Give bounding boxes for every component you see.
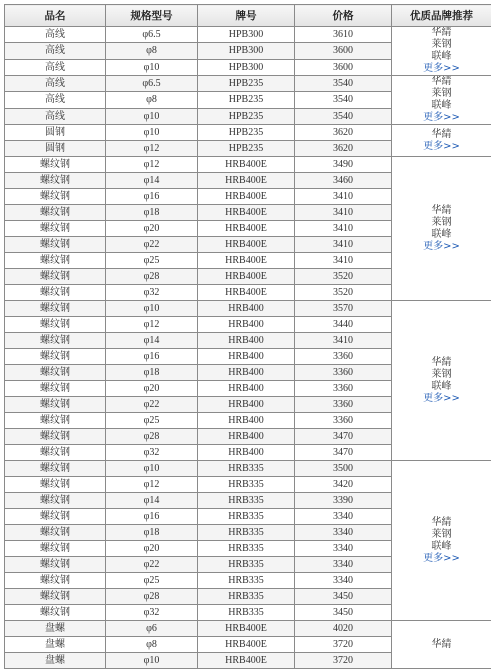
- cell-price: 3410: [295, 221, 392, 237]
- cell-product-name: 盘螺: [5, 653, 106, 669]
- cell-price: 3490: [295, 157, 392, 173]
- more-brands-link[interactable]: 更多>>: [423, 112, 460, 123]
- cell-price: 3360: [295, 365, 392, 381]
- brand-name[interactable]: 莱钢: [431, 368, 452, 380]
- brand-recommend-cell: [392, 76, 491, 125]
- cell-product-name: 螺纹钢: [5, 301, 106, 317]
- cell-product-name: 高线: [5, 43, 106, 59]
- cell-grade: HPB235: [198, 108, 295, 124]
- cell-grade: HRB400E: [198, 621, 295, 637]
- cell-grade: HPB300: [198, 43, 295, 59]
- brand-name[interactable]: 华綪: [431, 27, 452, 38]
- cell-grade: HRB400E: [198, 653, 295, 669]
- cell-spec: φ14: [106, 493, 198, 509]
- cell-price: 3390: [295, 493, 392, 509]
- brand-name[interactable]: 华綪: [431, 128, 452, 140]
- cell-price: 3470: [295, 429, 392, 445]
- cell-product-name: 螺纹钢: [5, 333, 106, 349]
- brand-recommend-cell: [392, 157, 491, 301]
- cell-price: 3410: [295, 189, 392, 205]
- cell-grade: HRB400E: [198, 205, 295, 221]
- cell-price: 3360: [295, 413, 392, 429]
- cell-grade: HRB400: [198, 349, 295, 365]
- cell-price: 3410: [295, 237, 392, 253]
- cell-spec: φ22: [106, 397, 198, 413]
- cell-spec: φ10: [106, 108, 198, 124]
- cell-grade: HRB335: [198, 477, 295, 493]
- cell-price: 3360: [295, 381, 392, 397]
- cell-product-name: 高线: [5, 59, 106, 75]
- cell-price: 3500: [295, 461, 392, 477]
- cell-product-name: 螺纹钢: [5, 477, 106, 493]
- cell-grade: HRB335: [198, 461, 295, 477]
- cell-price: 3720: [295, 637, 392, 653]
- cell-product-name: 螺纹钢: [5, 189, 106, 205]
- more-brands-link[interactable]: 更多>>: [423, 392, 460, 404]
- cell-price: 3340: [295, 541, 392, 557]
- cell-price: 3340: [295, 573, 392, 589]
- cell-grade: HRB400E: [198, 189, 295, 205]
- cell-spec: φ6.5: [106, 27, 198, 43]
- cell-spec: φ18: [106, 525, 198, 541]
- cell-product-name: 螺纹钢: [5, 541, 106, 557]
- cell-grade: HRB335: [198, 493, 295, 509]
- cell-price: 3360: [295, 397, 392, 413]
- cell-spec: φ8: [106, 92, 198, 108]
- brand-name[interactable]: 联峰: [431, 100, 452, 111]
- cell-product-name: 螺纹钢: [5, 493, 106, 509]
- steel-price-table: [4, 4, 491, 669]
- table-row: [5, 621, 491, 637]
- cell-price: 3620: [295, 141, 392, 157]
- cell-spec: φ16: [106, 509, 198, 525]
- cell-spec: φ32: [106, 605, 198, 621]
- cell-price: 3600: [295, 59, 392, 75]
- cell-spec: φ28: [106, 589, 198, 605]
- cell-price: 3410: [295, 205, 392, 221]
- cell-spec: φ18: [106, 365, 198, 381]
- cell-product-name: 螺纹钢: [5, 157, 106, 173]
- cell-grade: HRB400E: [198, 285, 295, 301]
- cell-product-name: 螺纹钢: [5, 381, 106, 397]
- brand-recommend-cell: [392, 27, 491, 76]
- brand-name[interactable]: 华綪: [431, 516, 452, 528]
- cell-product-name: 螺纹钢: [5, 397, 106, 413]
- cell-grade: HPB235: [198, 125, 295, 141]
- cell-spec: φ32: [106, 445, 198, 461]
- header-product-name: 品名: [5, 5, 106, 27]
- cell-spec: φ28: [106, 429, 198, 445]
- more-brands-link[interactable]: 更多>>: [423, 63, 460, 74]
- cell-price: 3540: [295, 108, 392, 124]
- header-grade: 牌号: [198, 5, 295, 27]
- table-row: [5, 76, 491, 92]
- cell-price: 3340: [295, 509, 392, 525]
- cell-product-name: 螺纹钢: [5, 525, 106, 541]
- cell-price: 3470: [295, 445, 392, 461]
- table-header-row: [5, 5, 491, 27]
- cell-grade: HRB400E: [198, 637, 295, 653]
- cell-grade: HRB335: [198, 589, 295, 605]
- cell-product-name: 圆钢: [5, 125, 106, 141]
- cell-product-name: 螺纹钢: [5, 573, 106, 589]
- cell-price: 3520: [295, 269, 392, 285]
- cell-product-name: 高线: [5, 76, 106, 92]
- cell-grade: HRB400: [198, 397, 295, 413]
- cell-price: 3620: [295, 125, 392, 141]
- brand-name[interactable]: 华綪: [431, 356, 452, 368]
- cell-price: 3340: [295, 557, 392, 573]
- cell-spec: φ20: [106, 381, 198, 397]
- cell-spec: φ10: [106, 125, 198, 141]
- cell-product-name: 螺纹钢: [5, 413, 106, 429]
- table-row: [5, 157, 491, 173]
- cell-grade: HRB400: [198, 333, 295, 349]
- table-row: [5, 125, 491, 141]
- cell-grade: HRB400: [198, 413, 295, 429]
- cell-price: 3410: [295, 253, 392, 269]
- cell-product-name: 螺纹钢: [5, 589, 106, 605]
- cell-product-name: 螺纹钢: [5, 557, 106, 573]
- cell-grade: HPB300: [198, 59, 295, 75]
- cell-price: 3520: [295, 285, 392, 301]
- cell-product-name: 螺纹钢: [5, 509, 106, 525]
- brand-name[interactable]: 莱钢: [431, 39, 452, 50]
- cell-spec: φ16: [106, 349, 198, 365]
- cell-grade: HRB335: [198, 605, 295, 621]
- header-price: 价格: [295, 5, 392, 27]
- cell-product-name: 螺纹钢: [5, 285, 106, 301]
- cell-grade: HRB400E: [198, 269, 295, 285]
- brand-recommend-cell: [392, 301, 491, 461]
- cell-product-name: 螺纹钢: [5, 445, 106, 461]
- cell-price: 3570: [295, 301, 392, 317]
- cell-grade: HRB400E: [198, 253, 295, 269]
- header-spec: 规格型号: [106, 5, 198, 27]
- brand-recommend-cell: [392, 461, 491, 621]
- cell-spec: φ28: [106, 269, 198, 285]
- cell-price: 3410: [295, 333, 392, 349]
- cell-grade: HRB335: [198, 541, 295, 557]
- cell-grade: HRB335: [198, 573, 295, 589]
- cell-spec: φ6: [106, 621, 198, 637]
- cell-product-name: 螺纹钢: [5, 269, 106, 285]
- cell-spec: φ22: [106, 557, 198, 573]
- brand-recommend-cell: [392, 125, 491, 157]
- cell-spec: φ8: [106, 637, 198, 653]
- cell-spec: φ6.5: [106, 76, 198, 92]
- table-row: [5, 27, 491, 43]
- cell-spec: φ20: [106, 221, 198, 237]
- cell-spec: φ14: [106, 173, 198, 189]
- cell-grade: HPB235: [198, 141, 295, 157]
- cell-price: 3340: [295, 525, 392, 541]
- brand-name[interactable]: 联峰: [431, 228, 452, 240]
- cell-spec: φ12: [106, 317, 198, 333]
- brand-recommend-cell: [392, 621, 491, 669]
- cell-product-name: 螺纹钢: [5, 461, 106, 477]
- more-brands-link[interactable]: 更多>>: [423, 240, 460, 252]
- cell-grade: HRB400: [198, 365, 295, 381]
- cell-spec: φ25: [106, 253, 198, 269]
- cell-grade: HPB300: [198, 27, 295, 43]
- cell-grade: HRB400: [198, 429, 295, 445]
- cell-product-name: 螺纹钢: [5, 237, 106, 253]
- cell-spec: φ10: [106, 461, 198, 477]
- cell-product-name: 螺纹钢: [5, 221, 106, 237]
- cell-grade: HRB400: [198, 301, 295, 317]
- cell-product-name: 圆钢: [5, 141, 106, 157]
- cell-product-name: 螺纹钢: [5, 365, 106, 381]
- brand-name[interactable]: 联峰: [431, 380, 452, 392]
- cell-spec: φ22: [106, 237, 198, 253]
- cell-spec: φ10: [106, 653, 198, 669]
- cell-price: 3460: [295, 173, 392, 189]
- cell-spec: φ25: [106, 573, 198, 589]
- cell-grade: HRB400: [198, 381, 295, 397]
- cell-price: 3450: [295, 589, 392, 605]
- cell-grade: HPB235: [198, 92, 295, 108]
- table-body: [5, 27, 491, 669]
- cell-price: 3420: [295, 477, 392, 493]
- brand-name[interactable]: 联峰: [431, 51, 452, 62]
- cell-price: 4020: [295, 621, 392, 637]
- cell-spec: φ8: [106, 43, 198, 59]
- cell-product-name: 盘螺: [5, 637, 106, 653]
- cell-product-name: 螺纹钢: [5, 317, 106, 333]
- cell-price: 3720: [295, 653, 392, 669]
- brand-name[interactable]: 华綪: [431, 204, 452, 216]
- table-row: [5, 301, 491, 317]
- cell-grade: HRB335: [198, 525, 295, 541]
- cell-price: 3540: [295, 76, 392, 92]
- cell-product-name: 螺纹钢: [5, 605, 106, 621]
- cell-grade: HRB400: [198, 317, 295, 333]
- cell-spec: φ10: [106, 301, 198, 317]
- cell-product-name: 高线: [5, 92, 106, 108]
- cell-spec: φ12: [106, 477, 198, 493]
- cell-spec: φ32: [106, 285, 198, 301]
- cell-spec: φ16: [106, 189, 198, 205]
- cell-product-name: 螺纹钢: [5, 205, 106, 221]
- header-brand-recommend: 优质品牌推荐: [392, 5, 491, 27]
- brand-name[interactable]: 联峰: [431, 540, 452, 552]
- cell-product-name: 高线: [5, 27, 106, 43]
- cell-grade: HRB400E: [198, 173, 295, 189]
- table-row: [5, 461, 491, 477]
- brand-name[interactable]: 莱钢: [431, 528, 452, 540]
- cell-grade: HRB400E: [198, 237, 295, 253]
- cell-product-name: 高线: [5, 108, 106, 124]
- cell-grade: HPB235: [198, 76, 295, 92]
- cell-spec: φ18: [106, 205, 198, 221]
- cell-price: 3600: [295, 43, 392, 59]
- cell-grade: HRB335: [198, 557, 295, 573]
- cell-product-name: 螺纹钢: [5, 429, 106, 445]
- cell-spec: φ25: [106, 413, 198, 429]
- brand-name[interactable]: 莱钢: [431, 216, 452, 228]
- cell-price: 3450: [295, 605, 392, 621]
- cell-product-name: 螺纹钢: [5, 173, 106, 189]
- brand-name[interactable]: 莱钢: [431, 88, 452, 99]
- cell-spec: φ12: [106, 141, 198, 157]
- cell-grade: HRB335: [198, 509, 295, 525]
- cell-product-name: 螺纹钢: [5, 253, 106, 269]
- cell-price: 3540: [295, 92, 392, 108]
- cell-spec: φ20: [106, 541, 198, 557]
- cell-product-name: 螺纹钢: [5, 349, 106, 365]
- cell-price: 3360: [295, 349, 392, 365]
- cell-spec: φ10: [106, 59, 198, 75]
- brand-name[interactable]: 华綪: [431, 638, 452, 650]
- more-brands-link[interactable]: 更多>>: [423, 140, 460, 152]
- cell-price: 3440: [295, 317, 392, 333]
- cell-grade: HRB400E: [198, 157, 295, 173]
- brand-name[interactable]: 华綪: [431, 76, 452, 87]
- cell-grade: HRB400: [198, 445, 295, 461]
- cell-product-name: 盘螺: [5, 621, 106, 637]
- cell-spec: φ14: [106, 333, 198, 349]
- cell-spec: φ12: [106, 157, 198, 173]
- cell-grade: HRB400E: [198, 221, 295, 237]
- more-brands-link[interactable]: 更多>>: [423, 552, 460, 564]
- cell-price: 3610: [295, 27, 392, 43]
